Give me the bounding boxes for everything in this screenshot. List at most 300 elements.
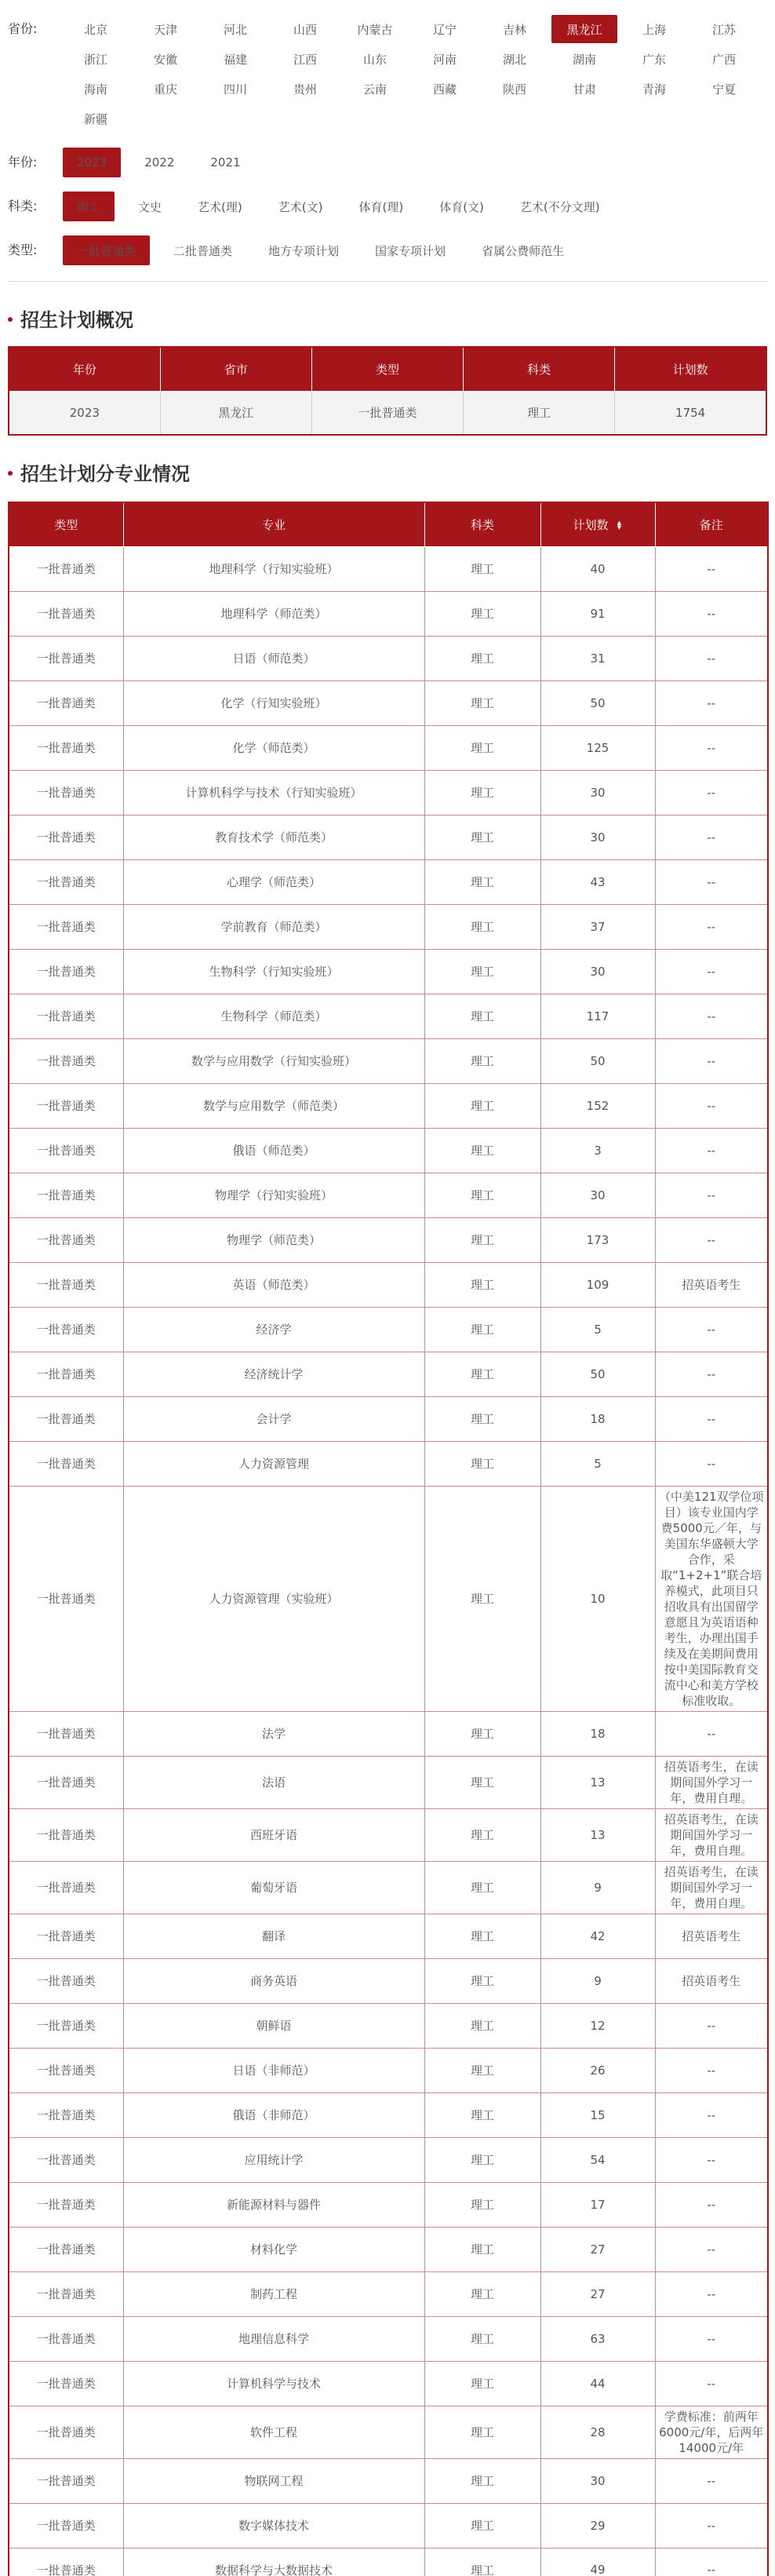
type-cell: 一批普通类: [9, 636, 123, 680]
plan-count-cell: 15: [540, 2093, 655, 2137]
note-cell: --: [655, 1441, 768, 1486]
plan-count-cell: 13: [540, 1756, 655, 1808]
note-cell: --: [655, 546, 768, 591]
major-cell: 日语（师范类）: [123, 636, 424, 680]
subject-cell: 理工: [424, 2503, 540, 2548]
table-row: [9, 2458, 768, 2503]
subject-cell: 理工: [424, 1173, 540, 1217]
year-filter-row: [8, 148, 767, 177]
summary-cell: 一批普通类: [311, 391, 463, 435]
subject-cell: 理工: [424, 2316, 540, 2361]
note-cell: --: [655, 2137, 768, 2182]
subject-cell: 理工: [424, 680, 540, 725]
province-option[interactable]: 贵州: [293, 82, 317, 97]
table-row: [9, 2227, 768, 2271]
table-row: [9, 2271, 768, 2316]
summary-cell: 理工: [464, 391, 615, 435]
plan-count-cell: 30: [540, 2458, 655, 2503]
type-cell: 一批普通类: [9, 2227, 123, 2271]
table-row: [9, 1083, 768, 1128]
province-option[interactable]: 上海: [642, 22, 666, 37]
type-cell: 一批普通类: [9, 2406, 123, 2458]
province-filter-row: [8, 14, 767, 133]
plan-count-cell: 9: [540, 1958, 655, 2003]
subject-option[interactable]: 艺术(理): [198, 199, 242, 214]
note-cell: --: [655, 2093, 768, 2137]
major-cell: 生物科学（行知实验班）: [123, 949, 424, 994]
subject-cell: 理工: [424, 1486, 540, 1711]
summary-table: [8, 346, 767, 436]
major-cell: 生物科学（师范类）: [123, 994, 424, 1038]
subject-cell: 理工: [424, 1083, 540, 1128]
year-label: 年份:: [8, 155, 38, 170]
type-cell: 一批普通类: [9, 1173, 123, 1217]
major-cell: 西班牙语: [123, 1808, 424, 1861]
note-cell: --: [655, 1128, 768, 1173]
subject-cell: 理工: [424, 2093, 540, 2137]
table-row: [9, 1173, 768, 1217]
major-cell: 人力资源管理: [123, 1441, 424, 1486]
subject-cell: 理工: [424, 1914, 540, 1958]
type-cell: 一批普通类: [9, 2361, 123, 2406]
note-cell: --: [655, 815, 768, 859]
table-row: [9, 2361, 768, 2406]
type-cell: 一批普通类: [9, 2271, 123, 2316]
table-row: [9, 1128, 768, 1173]
subject-cell: 理工: [424, 1441, 540, 1486]
major-cell: 物理学（师范类）: [123, 1217, 424, 1262]
note-cell: 招英语考生，在读期间国外学习一年，费用自理。: [655, 1861, 768, 1914]
table-row: [9, 2137, 768, 2182]
major-cell: 数学与应用数学（行知实验班）: [123, 1038, 424, 1083]
major-cell: 地理信息科学: [123, 2316, 424, 2361]
subject-cell: 理工: [424, 949, 540, 994]
major-cell: 学前教育（师范类）: [123, 904, 424, 949]
type-cell: 一批普通类: [9, 591, 123, 636]
subject-cell: 理工: [424, 636, 540, 680]
note-cell: --: [655, 994, 768, 1038]
subject-cell: 理工: [424, 1217, 540, 1262]
province-option[interactable]: 天津: [153, 22, 177, 37]
table-row: [9, 680, 768, 725]
table-row: [9, 1808, 768, 1861]
table-row: [9, 2406, 768, 2458]
subject-cell: 理工: [424, 2227, 540, 2271]
major-cell: 教育技术学（师范类）: [123, 815, 424, 859]
subject-cell: 理工: [424, 1711, 540, 1756]
plan-count-cell: 18: [540, 1396, 655, 1441]
table-row: [9, 1711, 768, 1756]
subject-cell: 理工: [424, 1861, 540, 1914]
type-cell: 一批普通类: [9, 1217, 123, 1262]
major-cell: 材料化学: [123, 2227, 424, 2271]
note-cell: --: [655, 2548, 768, 2576]
table-row: [9, 859, 768, 904]
note-cell: 招英语考生: [655, 1262, 768, 1307]
type-cell: 一批普通类: [9, 2548, 123, 2576]
note-cell: --: [655, 591, 768, 636]
type-cell: 一批普通类: [9, 2093, 123, 2137]
note-cell: --: [655, 2048, 768, 2093]
major-cell: 数学与应用数学（师范类）: [123, 1083, 424, 1128]
plan-count-cell: 30: [540, 949, 655, 994]
detail-header-cell: [655, 502, 768, 546]
plan-count-cell: 37: [540, 904, 655, 949]
major-cell: 计算机科学与技术（行知实验班）: [123, 770, 424, 815]
major-cell: 翻译: [123, 1914, 424, 1958]
note-cell: --: [655, 904, 768, 949]
major-cell: 经济统计学: [123, 1352, 424, 1396]
subject-cell: 理工: [424, 994, 540, 1038]
type-cell: 一批普通类: [9, 1307, 123, 1352]
province-option[interactable]: 安徽: [153, 52, 177, 67]
detail-header-label: 专业: [261, 517, 286, 532]
filter-panel: [0, 0, 775, 265]
province-option[interactable]: 山西: [293, 22, 317, 37]
note-cell: --: [655, 1217, 768, 1262]
note-cell: 招英语考生: [655, 1958, 768, 2003]
note-cell: --: [655, 2182, 768, 2227]
type-cell: 一批普通类: [9, 1861, 123, 1914]
major-cell: 应用统计学: [123, 2137, 424, 2182]
type-cell: 一批普通类: [9, 1441, 123, 1486]
table-row: [9, 636, 768, 680]
subject-filter-row: [8, 192, 767, 221]
province-option[interactable]: 北京: [83, 22, 107, 37]
subject-option[interactable]: 艺术(文): [278, 199, 323, 214]
province-option[interactable]: 江苏: [711, 22, 736, 37]
type-cell: 一批普通类: [9, 2458, 123, 2503]
plan-count-cell: 5: [540, 1441, 655, 1486]
province-option[interactable]: 吉林: [502, 22, 526, 37]
note-cell: --: [655, 2458, 768, 2503]
table-row: [9, 815, 768, 859]
province-option[interactable]: 江西: [293, 52, 317, 67]
major-cell: 制药工程: [123, 2271, 424, 2316]
subject-cell: 理工: [424, 1352, 540, 1396]
major-cell: 地理科学（行知实验班）: [123, 546, 424, 591]
type-cell: 一批普通类: [9, 1262, 123, 1307]
major-cell: 计算机科学与技术: [123, 2361, 424, 2406]
table-row: [9, 1861, 768, 1914]
plan-count-sort-header[interactable]: [540, 502, 655, 546]
plan-count-cell: 27: [540, 2227, 655, 2271]
major-cell: 化学（行知实验班）: [123, 680, 424, 725]
type-cell: 一批普通类: [9, 904, 123, 949]
subject-label: 科类:: [8, 199, 38, 213]
table-row: [9, 2093, 768, 2137]
subject-cell: 理工: [424, 2003, 540, 2048]
plan-count-cell: 29: [540, 2503, 655, 2548]
type-cell: 一批普通类: [9, 1914, 123, 1958]
note-cell: --: [655, 636, 768, 680]
type-option[interactable]: 一批普通类: [63, 235, 150, 265]
type-cell: 一批普通类: [9, 2003, 123, 2048]
province-option[interactable]: 黑龙江: [551, 15, 617, 43]
table-row: [9, 1441, 768, 1486]
province-option[interactable]: 陕西: [502, 82, 526, 97]
type-cell: 一批普通类: [9, 949, 123, 994]
major-cell: 俄语（师范类）: [123, 1128, 424, 1173]
table-row: [9, 1756, 768, 1808]
type-cell: 一批普通类: [9, 770, 123, 815]
plan-count-cell: 40: [540, 546, 655, 591]
subject-cell: 理工: [424, 2048, 540, 2093]
table-row: [9, 1038, 768, 1083]
table-row: [9, 546, 768, 591]
sort-updown-icon[interactable]: ▲▼: [617, 520, 622, 531]
note-cell: 招英语考生，在读期间国外学习一年，费用自理。: [655, 1756, 768, 1808]
table-row: [9, 994, 768, 1038]
province-options: [63, 14, 767, 133]
note-cell: --: [655, 859, 768, 904]
type-cell: 一批普通类: [9, 546, 123, 591]
summary-row: [9, 391, 766, 435]
plan-count-cell: 54: [540, 2137, 655, 2182]
note-cell: --: [655, 2271, 768, 2316]
type-cell: 一批普通类: [9, 2137, 123, 2182]
type-cell: 一批普通类: [9, 1083, 123, 1128]
plan-count-cell: 30: [540, 770, 655, 815]
note-cell: --: [655, 725, 768, 770]
note-cell: --: [655, 2361, 768, 2406]
province-option[interactable]: 西藏: [432, 82, 457, 97]
note-cell: --: [655, 1083, 768, 1128]
table-row: [9, 1352, 768, 1396]
plan-count-cell: 125: [540, 725, 655, 770]
plan-count-cell: 12: [540, 2003, 655, 2048]
major-cell: 物联网工程: [123, 2458, 424, 2503]
province-option[interactable]: 海南: [83, 82, 107, 97]
note-cell: --: [655, 680, 768, 725]
subject-option[interactable]: 理工: [63, 192, 115, 221]
plan-count-cell: 30: [540, 815, 655, 859]
table-row: [9, 770, 768, 815]
type-cell: 一批普通类: [9, 1711, 123, 1756]
type-cell: 一批普通类: [9, 2182, 123, 2227]
type-cell: 一批普通类: [9, 859, 123, 904]
note-cell: --: [655, 1307, 768, 1352]
province-option[interactable]: 四川: [223, 82, 247, 97]
year-option[interactable]: 2023: [63, 148, 121, 177]
type-cell: 一批普通类: [9, 1352, 123, 1396]
type-option[interactable]: 省属公费师范生: [482, 243, 565, 258]
note-cell: --: [655, 949, 768, 994]
subject-cell: 理工: [424, 1128, 540, 1173]
province-option[interactable]: 重庆: [153, 82, 177, 97]
major-cell: 俄语（非师范）: [123, 2093, 424, 2137]
type-cell: 一批普通类: [9, 2503, 123, 2548]
type-options: [63, 235, 767, 265]
major-cell: 法学: [123, 1711, 424, 1756]
note-cell: --: [655, 1038, 768, 1083]
type-cell: 一批普通类: [9, 994, 123, 1038]
province-option[interactable]: 辽宁: [432, 22, 457, 37]
plan-count-cell: 3: [540, 1128, 655, 1173]
major-cell: 葡萄牙语: [123, 1861, 424, 1914]
province-option[interactable]: 湖北: [502, 52, 526, 67]
province-option[interactable]: 湖南: [572, 52, 596, 67]
table-row: [9, 1307, 768, 1352]
subject-cell: 理工: [424, 904, 540, 949]
subject-cell: 理工: [424, 1262, 540, 1307]
table-row: [9, 1396, 768, 1441]
subject-option[interactable]: 体育(理): [358, 199, 404, 214]
type-cell: 一批普通类: [9, 815, 123, 859]
subject-cell: 理工: [424, 2137, 540, 2182]
major-cell: 地理科学（师范类）: [123, 591, 424, 636]
note-cell: --: [655, 770, 768, 815]
detail-header-cell: [123, 502, 424, 546]
type-cell: 一批普通类: [9, 680, 123, 725]
major-cell: 朝鲜语: [123, 2003, 424, 2048]
summary-header-cell: 计划数: [615, 347, 766, 391]
note-cell: --: [655, 1352, 768, 1396]
subject-cell: 理工: [424, 1396, 540, 1441]
plan-count-cell: 91: [540, 591, 655, 636]
plan-count-cell: 50: [540, 1352, 655, 1396]
type-cell: 一批普通类: [9, 1396, 123, 1441]
province-option[interactable]: 内蒙古: [357, 22, 393, 37]
plan-count-cell: 30: [540, 1173, 655, 1217]
type-cell: 一批普通类: [9, 2048, 123, 2093]
note-cell: --: [655, 2503, 768, 2548]
plan-count-cell: 18: [540, 1711, 655, 1756]
province-option[interactable]: 甘肃: [572, 82, 596, 97]
subject-cell: 理工: [424, 2458, 540, 2503]
subject-option[interactable]: 艺术(不分文理): [519, 199, 600, 214]
major-cell: 软件工程: [123, 2406, 424, 2458]
plan-count-cell: 117: [540, 994, 655, 1038]
summary-section-title: 招生计划概况: [8, 307, 767, 334]
detail-header-label: 科类: [470, 517, 494, 532]
note-cell: 招英语考生，在读期间国外学习一年，费用自理。: [655, 1808, 768, 1861]
subject-option[interactable]: 体育(文): [439, 199, 484, 214]
subject-options: [63, 192, 767, 221]
province-option[interactable]: 云南: [362, 82, 387, 97]
plan-count-cell: 42: [540, 1914, 655, 1958]
major-cell: 经济学: [123, 1307, 424, 1352]
province-option[interactable]: 山东: [362, 52, 387, 67]
note-cell: （中美121双学位项目）该专业国内学费5000元／年，与美国东华盛顿大学合作，采取“1+2+1”联合培养模式，此项目只招收具有出国留学意愿且为英语语种考生，办理出国手续及在美期间费用按中美国际教育交流中心和美方学校标准收取。: [655, 1486, 768, 1711]
plan-count-cell: 50: [540, 680, 655, 725]
major-cell: 数字媒体技术: [123, 2503, 424, 2548]
subject-cell: 理工: [424, 815, 540, 859]
province-option[interactable]: 青海: [642, 82, 666, 97]
year-option[interactable]: 2022: [144, 155, 175, 170]
plan-count-cell: 27: [540, 2271, 655, 2316]
table-row: [9, 725, 768, 770]
type-cell: 一批普通类: [9, 1038, 123, 1083]
table-row: [9, 949, 768, 994]
province-option[interactable]: 河北: [223, 22, 247, 37]
detail-table-body: [9, 546, 768, 2576]
table-row: [9, 2316, 768, 2361]
detail-header-label: 计划数: [573, 517, 609, 532]
province-option[interactable]: 宁夏: [711, 82, 736, 97]
plan-count-cell: 49: [540, 2548, 655, 2576]
subject-cell: 理工: [424, 770, 540, 815]
note-cell: --: [655, 2227, 768, 2271]
plan-count-cell: 13: [540, 1808, 655, 1861]
detail-header-label: 类型: [54, 517, 78, 532]
subject-cell: 理工: [424, 2361, 540, 2406]
major-cell: 人力资源管理（实验班）: [123, 1486, 424, 1711]
province-option[interactable]: 广东: [642, 52, 666, 67]
type-cell: 一批普通类: [9, 2316, 123, 2361]
major-cell: 心理学（师范类）: [123, 859, 424, 904]
summary-cell: 2023: [9, 391, 160, 435]
province-option[interactable]: 新疆: [83, 111, 107, 126]
note-cell: --: [655, 1173, 768, 1217]
subject-cell: 理工: [424, 546, 540, 591]
major-cell: 新能源材料与器件: [123, 2182, 424, 2227]
subject-cell: 理工: [424, 2548, 540, 2576]
plan-count-cell: 173: [540, 1217, 655, 1262]
province-option[interactable]: 福建: [223, 52, 247, 67]
province-option[interactable]: 浙江: [83, 52, 107, 67]
summary-header-cell: 年份: [9, 347, 160, 391]
summary-header-cell: 科类: [464, 347, 615, 391]
plan-count-cell: 109: [540, 1262, 655, 1307]
province-option[interactable]: 广西: [711, 52, 736, 67]
table-row: [9, 2503, 768, 2548]
type-option[interactable]: 国家专项计划: [375, 243, 446, 258]
province-label: 省份:: [8, 21, 38, 36]
major-cell: 法语: [123, 1756, 424, 1808]
table-row: [9, 591, 768, 636]
table-row: [9, 1914, 768, 1958]
type-option[interactable]: 二批普通类: [173, 243, 233, 258]
plan-count-cell: 28: [540, 2406, 655, 2458]
note-cell: --: [655, 1396, 768, 1441]
table-row: [9, 2182, 768, 2227]
year-option[interactable]: 2021: [210, 155, 241, 170]
subject-cell: 理工: [424, 2182, 540, 2227]
plan-count-cell: 31: [540, 636, 655, 680]
type-label: 类型:: [8, 243, 38, 257]
plan-count-cell: 9: [540, 1861, 655, 1914]
subject-cell: 理工: [424, 2271, 540, 2316]
filter-divider: [8, 281, 767, 282]
type-cell: 一批普通类: [9, 1808, 123, 1861]
type-cell: 一批普通类: [9, 1958, 123, 2003]
summary-cell: 1754: [615, 391, 766, 435]
subject-cell: 理工: [424, 1756, 540, 1808]
province-option[interactable]: 河南: [432, 52, 457, 67]
type-cell: 一批普通类: [9, 1756, 123, 1808]
table-row: [9, 2003, 768, 2048]
plan-count-cell: 152: [540, 1083, 655, 1128]
table-row: [9, 2548, 768, 2576]
major-cell: 化学（师范类）: [123, 725, 424, 770]
subject-option[interactable]: 文史: [138, 199, 162, 214]
detail-section-title: 招生计划分专业情况: [8, 461, 767, 487]
subject-cell: 理工: [424, 1808, 540, 1861]
type-option[interactable]: 地方专项计划: [268, 243, 340, 258]
plan-count-cell: 50: [540, 1038, 655, 1083]
type-cell: 一批普通类: [9, 725, 123, 770]
plan-count-cell: 10: [540, 1486, 655, 1711]
major-cell: 物理学（行知实验班）: [123, 1173, 424, 1217]
table-row: [9, 904, 768, 949]
plan-count-cell: 63: [540, 2316, 655, 2361]
major-cell: 英语（师范类）: [123, 1262, 424, 1307]
note-cell: --: [655, 2316, 768, 2361]
major-cell: 会计学: [123, 1396, 424, 1441]
subject-cell: 理工: [424, 1038, 540, 1083]
subject-cell: 理工: [424, 2406, 540, 2458]
